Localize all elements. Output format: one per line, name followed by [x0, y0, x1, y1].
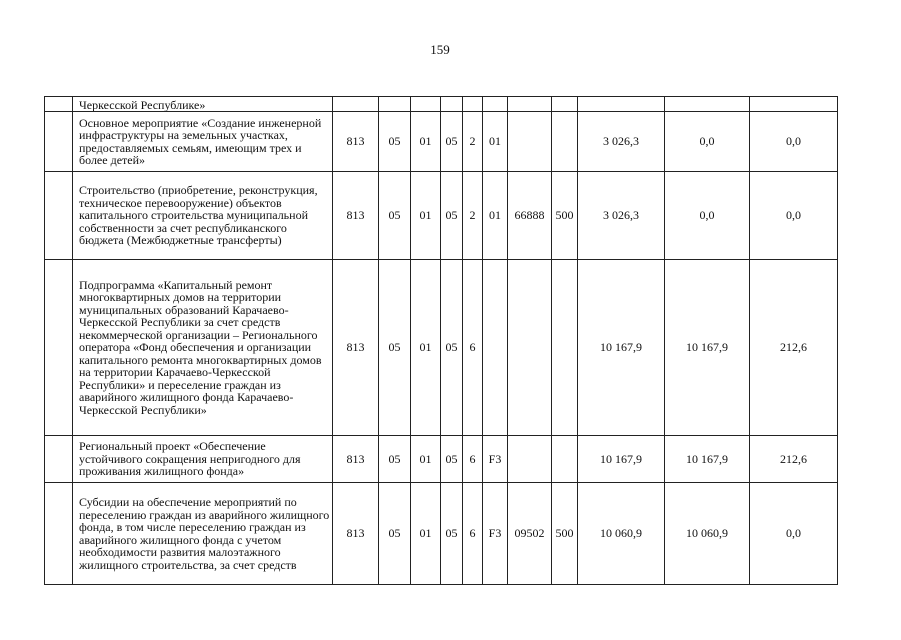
sum-2-cell — [665, 97, 750, 112]
ministry-cell: 813 — [333, 260, 379, 436]
index-cell — [45, 172, 73, 260]
program-cell: 05 — [441, 483, 463, 585]
program-cell: 05 — [441, 436, 463, 483]
index-cell — [45, 260, 73, 436]
expense-type-cell: 500 — [552, 483, 578, 585]
activity-cell — [483, 260, 508, 436]
row-name: Субсидии на обеспечение мероприятий по переселению граждан из аварийного жилищного фонда, в том числе переселению граждан из аварийного жилищного фонда с учетом необходимости развития малоэтажного жилищного строительства, за счет средств — [73, 483, 333, 585]
table-row — [45, 260, 838, 436]
index-cell — [45, 436, 73, 483]
direction-cell: 09502 — [508, 483, 552, 585]
sum-3-cell — [750, 97, 838, 112]
direction-cell — [508, 112, 552, 172]
ministry-cell: 813 — [333, 483, 379, 585]
section-cell: 05 — [379, 436, 411, 483]
activity-cell: F3 — [483, 483, 508, 585]
sum-2-cell: 0,0 — [665, 172, 750, 260]
subsection-cell — [411, 97, 441, 112]
subsection-cell: 01 — [411, 260, 441, 436]
section-cell: 05 — [379, 260, 411, 436]
section-cell: 05 — [379, 483, 411, 585]
row-name: Черкесской Республике» — [73, 97, 333, 112]
direction-cell — [508, 260, 552, 436]
sum-3-cell: 212,6 — [750, 436, 838, 483]
table-row — [45, 97, 838, 112]
direction-cell — [508, 436, 552, 483]
subprogram-cell: 6 — [463, 436, 483, 483]
index-cell — [45, 483, 73, 585]
ministry-cell: 813 — [333, 172, 379, 260]
sum-3-cell: 0,0 — [750, 483, 838, 585]
section-cell: 05 — [379, 172, 411, 260]
expense-type-cell — [552, 97, 578, 112]
program-cell: 05 — [441, 260, 463, 436]
expense-type-cell — [552, 112, 578, 172]
index-cell — [45, 97, 73, 112]
sum-2-cell: 0,0 — [665, 112, 750, 172]
expense-type-cell: 500 — [552, 172, 578, 260]
subsection-cell: 01 — [411, 436, 441, 483]
ministry-cell: 813 — [333, 112, 379, 172]
subprogram-cell: 6 — [463, 260, 483, 436]
index-cell — [45, 112, 73, 172]
subprogram-cell: 6 — [463, 483, 483, 585]
table-row — [45, 483, 838, 585]
sum-3-cell: 0,0 — [750, 172, 838, 260]
activity-cell: 01 — [483, 112, 508, 172]
table-row — [45, 112, 838, 172]
subsection-cell: 01 — [411, 112, 441, 172]
budget-table — [44, 96, 838, 585]
program-cell — [441, 97, 463, 112]
subsection-cell: 01 — [411, 483, 441, 585]
activity-cell — [483, 97, 508, 112]
sum-1-cell — [578, 97, 665, 112]
sum-3-cell: 0,0 — [750, 112, 838, 172]
subprogram-cell — [463, 97, 483, 112]
sum-1-cell: 3 026,3 — [578, 172, 665, 260]
row-name: Строительство (приобретение, реконструкция, техническое перевооружение) объектов капитального строительства муниципальной собственности за счет республиканского бюджета (Межбюджетные трансферты) — [73, 172, 333, 260]
expense-type-cell — [552, 436, 578, 483]
table-row — [45, 436, 838, 483]
direction-cell — [508, 97, 552, 112]
sum-1-cell: 10 060,9 — [578, 483, 665, 585]
activity-cell: 01 — [483, 172, 508, 260]
sum-3-cell: 212,6 — [750, 260, 838, 436]
ministry-cell: 813 — [333, 436, 379, 483]
ministry-cell — [333, 97, 379, 112]
page-number: 159 — [430, 42, 450, 57]
program-cell: 05 — [441, 112, 463, 172]
direction-cell: 66888 — [508, 172, 552, 260]
row-name: Подпрограмма «Капитальный ремонт многоквартирных домов на территории муниципальных образований Карачаево-Черкесской Республики за счет средств некоммерческой организации – Регионального оператора «Фонд обеспечения и организации капитального ремонта многоквартирных домов на территории Карачаево-Черкесской Республики» и переселение граждан из аварийного жилищного фонда Карачаево-Черкесской Республики» — [73, 260, 333, 436]
subsection-cell: 01 — [411, 172, 441, 260]
table-row — [45, 172, 838, 260]
activity-cell: F3 — [483, 436, 508, 483]
sum-2-cell: 10 167,9 — [665, 260, 750, 436]
sum-2-cell: 10 060,9 — [665, 483, 750, 585]
sum-1-cell: 10 167,9 — [578, 436, 665, 483]
subprogram-cell: 2 — [463, 172, 483, 260]
section-cell — [379, 97, 411, 112]
row-name: Региональный проект «Обеспечение устойчивого сокращения непригодного для проживания жилищного фонда» — [73, 436, 333, 483]
sum-1-cell: 3 026,3 — [578, 112, 665, 172]
section-cell: 05 — [379, 112, 411, 172]
row-name: Основное мероприятие «Создание инженерной инфраструктуры на земельных участках, предоставляемых семьям, имеющим трех и более детей» — [73, 112, 333, 172]
subprogram-cell: 2 — [463, 112, 483, 172]
program-cell: 05 — [441, 172, 463, 260]
sum-2-cell: 10 167,9 — [665, 436, 750, 483]
sum-1-cell: 10 167,9 — [578, 260, 665, 436]
expense-type-cell — [552, 260, 578, 436]
